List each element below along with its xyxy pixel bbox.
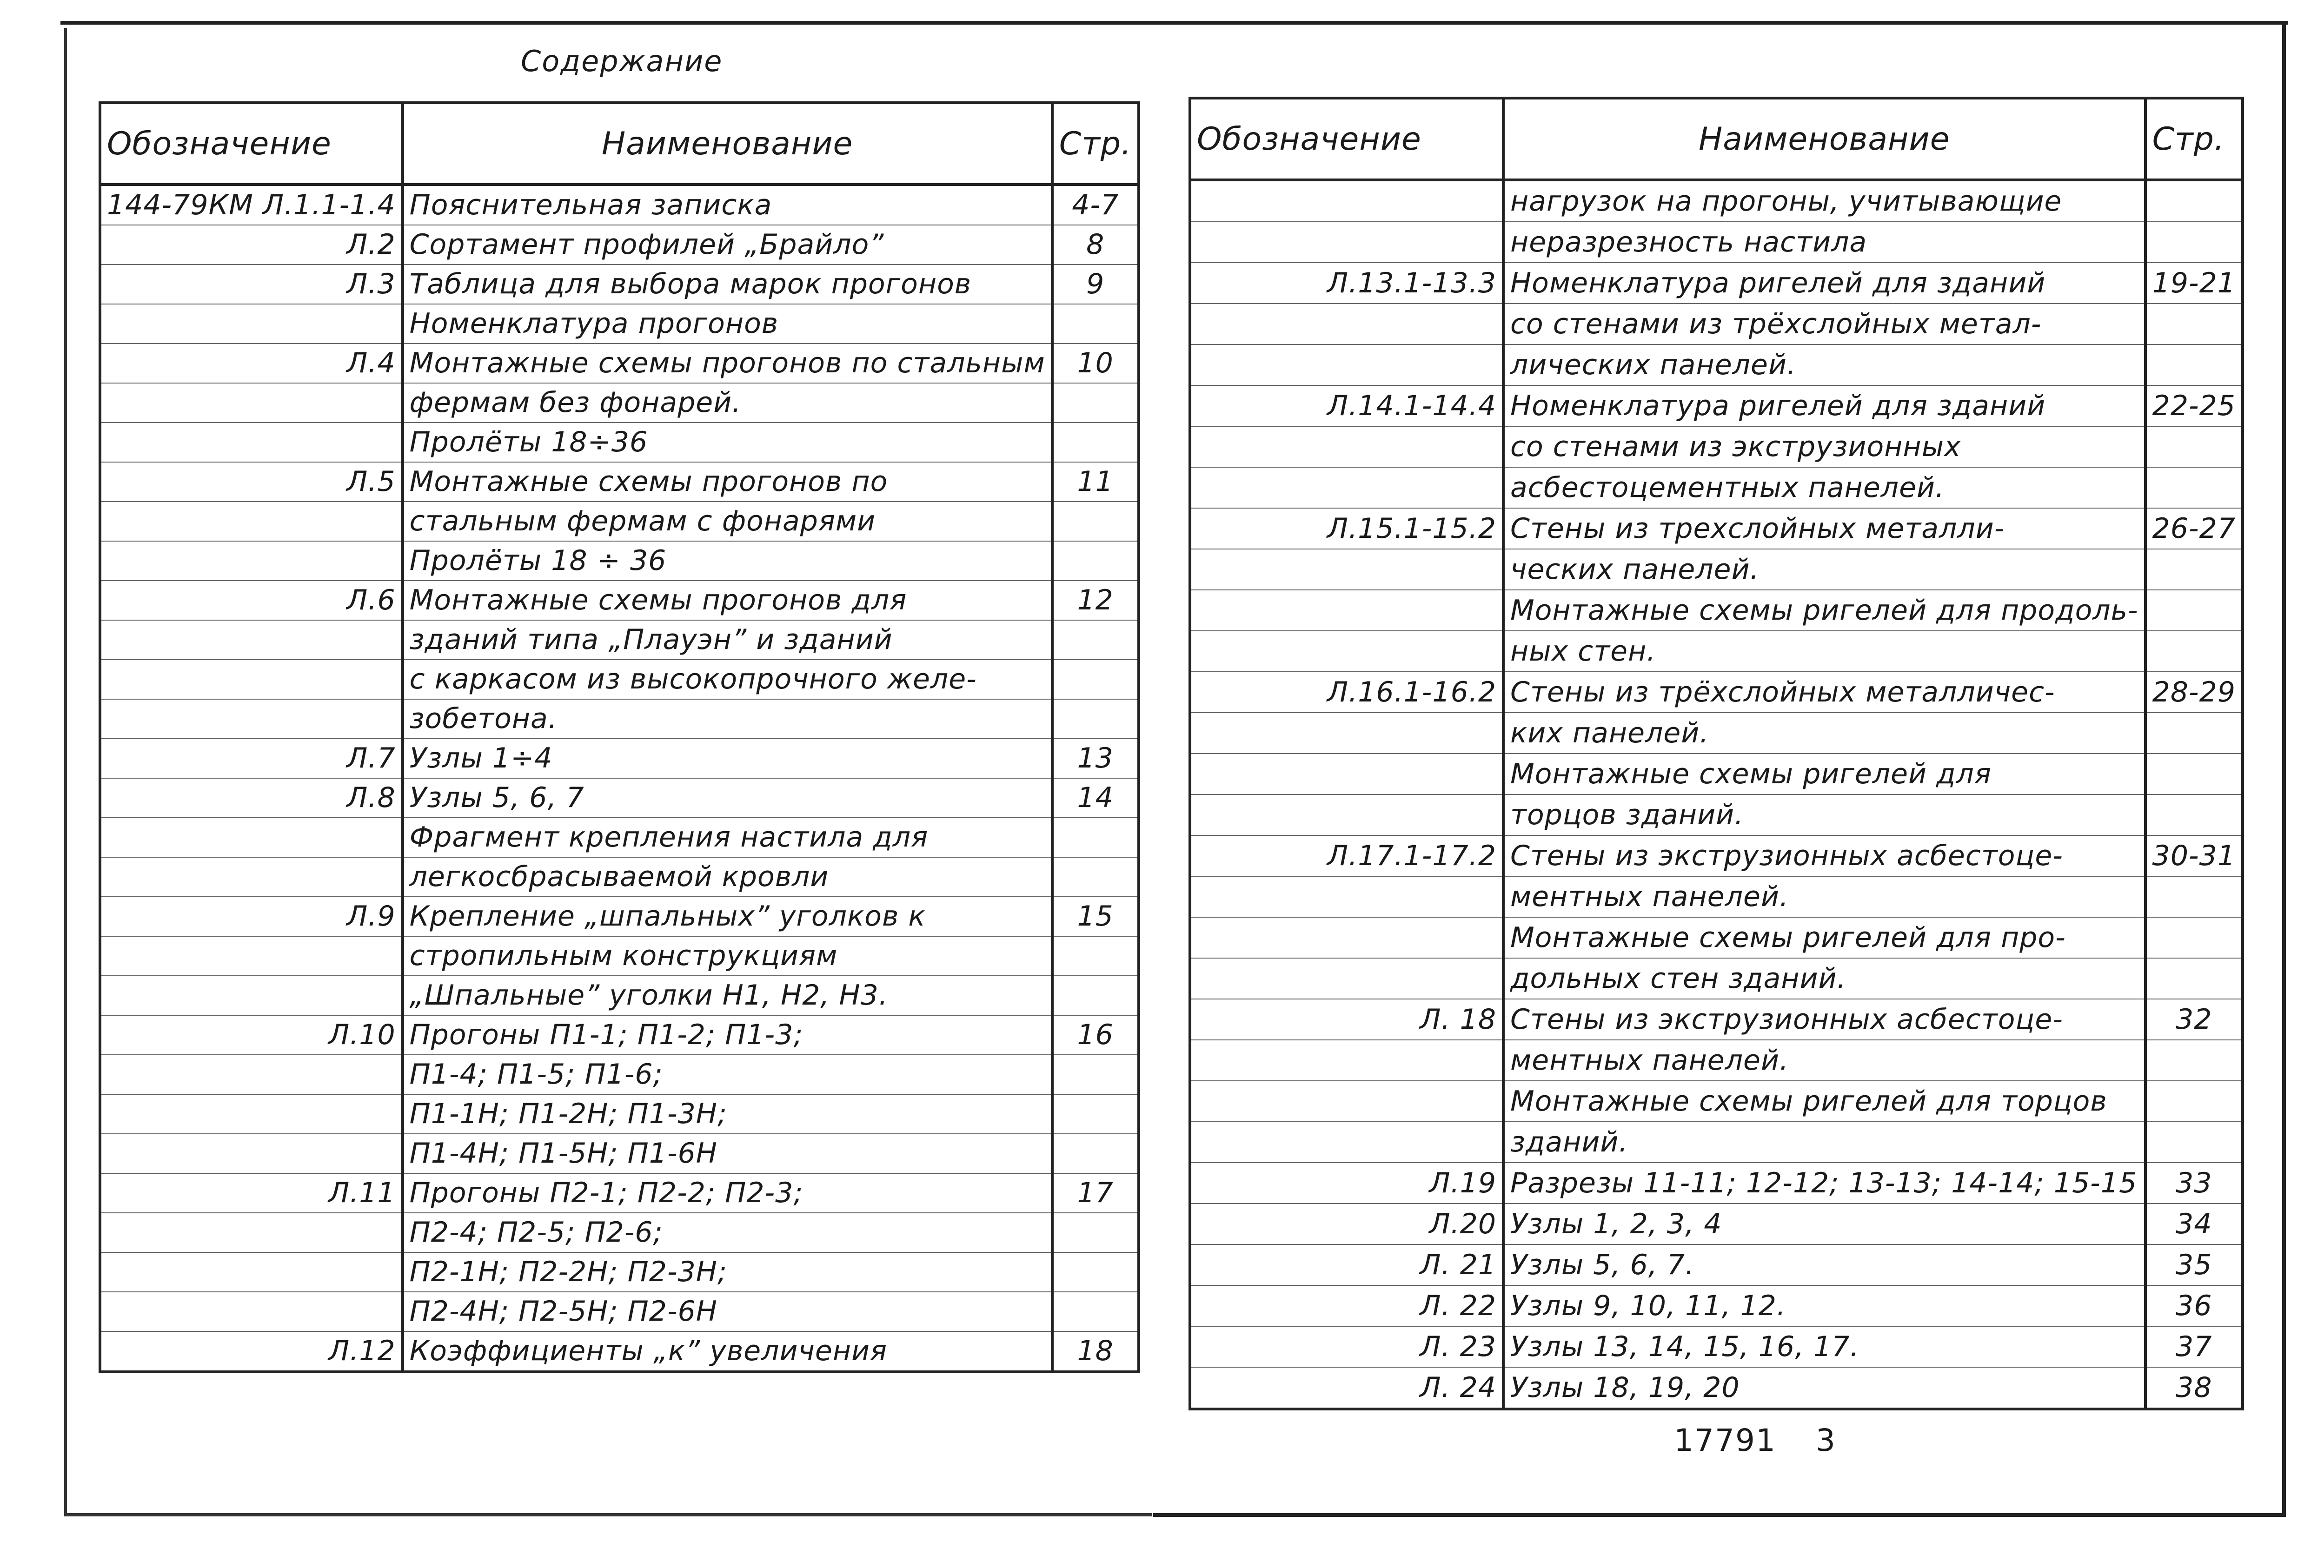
frame-right-border [2282, 21, 2286, 1517]
table-row [1190, 713, 2243, 754]
table-row [100, 502, 1139, 541]
page-cell [1052, 383, 1139, 423]
designation-cell: Л.10 [100, 1015, 403, 1055]
name-cell: Монтажные схемы ригелей для [1503, 754, 2145, 794]
table-row [1190, 672, 2243, 713]
sheet-number: 3 [1816, 1422, 1835, 1458]
designation-cell: Л.13.1-13.3 [1190, 263, 1503, 304]
name-cell: неразрезность настила [1503, 222, 2145, 263]
designation-cell: Л.8 [100, 778, 403, 818]
page-cell [2145, 1040, 2243, 1081]
name-cell: Узлы 1, 2, 3, 4 [1503, 1204, 2145, 1244]
page-cell: 11 [1052, 462, 1139, 502]
designation-cell: 144-79КМ Л.1.1-1.4 [100, 185, 403, 225]
designation-cell: Л. 22 [1190, 1285, 1503, 1326]
page-cell: 13 [1052, 739, 1139, 778]
name-cell: П1-4Н; П1-5Н; П1-6Н [403, 1134, 1052, 1173]
table-row [100, 857, 1139, 897]
designation-cell: Л.16.1-16.2 [1190, 672, 1503, 713]
table-row [1190, 180, 2243, 222]
designation-cell: Л. 23 [1190, 1326, 1503, 1367]
page-cell [2145, 1081, 2243, 1122]
name-cell: легкосбрасываемой кровли [403, 857, 1052, 897]
designation-cell [1190, 754, 1503, 794]
table-row [1190, 876, 2243, 917]
table-row [1190, 1122, 2243, 1163]
name-cell: Стены из трёхслойных металличес- [1503, 672, 2145, 713]
table-row [100, 423, 1139, 462]
contents-table-right [1189, 97, 2244, 1410]
table-row [100, 1015, 1139, 1055]
page-cell [2145, 467, 2243, 508]
page-cell [2145, 958, 2243, 999]
name-cell: П2-4Н; П2-5Н; П2-6Н [403, 1292, 1052, 1331]
designation-cell: Л. 18 [1190, 999, 1503, 1040]
table-row [1190, 263, 2243, 304]
name-cell: „Шпальные” уголки Н1, Н2, Н3. [403, 976, 1052, 1015]
table-row [100, 936, 1139, 976]
page-cell [2145, 713, 2243, 754]
designation-cell [100, 1134, 403, 1173]
page-cell [1052, 1292, 1139, 1331]
table-row [100, 1292, 1139, 1331]
page-cell: 10 [1052, 344, 1139, 383]
name-cell: со стенами из экструзионных [1503, 426, 2145, 467]
page-cell [1052, 1213, 1139, 1252]
designation-cell [1190, 713, 1503, 754]
table-row [1190, 794, 2243, 835]
page-cell [1052, 976, 1139, 1015]
name-cell: Фрагмент крепления настила для [403, 818, 1052, 857]
name-cell: лических панелей. [1503, 344, 2145, 385]
table-row [100, 660, 1139, 699]
designation-cell [1190, 631, 1503, 672]
designation-cell [100, 699, 403, 739]
page-cell: 35 [2145, 1244, 2243, 1285]
designation-cell: Л.9 [100, 897, 403, 936]
page-cell: 30-31 [2145, 835, 2243, 876]
page-cell [1052, 1094, 1139, 1134]
designation-cell [1190, 344, 1503, 385]
name-cell: Монтажные схемы ригелей для торцов [1503, 1081, 2145, 1122]
table-header-row [1190, 98, 2243, 180]
table-row [1190, 344, 2243, 385]
page-cell [1052, 660, 1139, 699]
name-cell: Разрезы 11-11; 12-12; 13-13; 14-14; 15-15 [1503, 1163, 2145, 1204]
table-row [1190, 754, 2243, 794]
name-cell: Коэффициенты „к” увеличения [403, 1331, 1052, 1372]
name-cell: ментных панелей. [1503, 876, 2145, 917]
name-cell: Номенклатура ригелей для зданий [1503, 263, 2145, 304]
name-cell: П2-4; П2-5; П2-6; [403, 1213, 1052, 1252]
designation-cell [1190, 876, 1503, 917]
name-cell: Прогоны П2-1; П2-2; П2-3; [403, 1173, 1052, 1213]
frame-top-border [60, 21, 2288, 25]
name-cell: Пояснительная записка [403, 185, 1052, 225]
page-cell: 15 [1052, 897, 1139, 936]
designation-cell: Л. 21 [1190, 1244, 1503, 1285]
name-cell: П1-1Н; П1-2Н; П1-3Н; [403, 1094, 1052, 1134]
designation-cell [100, 818, 403, 857]
name-cell: Номенклатура прогонов [403, 304, 1052, 344]
document-code: 17791 [1674, 1422, 1776, 1458]
designation-cell [100, 1213, 403, 1252]
table-row [100, 897, 1139, 936]
table-row [100, 462, 1139, 502]
name-cell: Прогоны П1-1; П1-2; П1-3; [403, 1015, 1052, 1055]
name-cell: асбестоцементных панелей. [1503, 467, 2145, 508]
page-cell [2145, 590, 2243, 631]
table-row [100, 581, 1139, 620]
table-row [100, 1331, 1139, 1372]
table-row [100, 1173, 1139, 1213]
page-cell: 19-21 [2145, 263, 2243, 304]
name-cell: со стенами из трёхслойных метал- [1503, 304, 2145, 344]
page-cell: 18 [1052, 1331, 1139, 1372]
table-row [100, 976, 1139, 1015]
designation-cell: Л.5 [100, 462, 403, 502]
page-cell [1052, 818, 1139, 857]
page-header: Стр. [2145, 98, 2243, 180]
designation-cell [1190, 304, 1503, 344]
page-cell: 34 [2145, 1204, 2243, 1244]
designation-cell [100, 620, 403, 660]
page-cell [1052, 502, 1139, 541]
name-cell: фермам без фонарей. [403, 383, 1052, 423]
designation-cell [1190, 180, 1503, 222]
page-cell [2145, 304, 2243, 344]
page-cell [2145, 344, 2243, 385]
table-row [1190, 1326, 2243, 1367]
page-cell: 38 [2145, 1367, 2243, 1409]
table-row [1190, 958, 2243, 999]
name-cell: Стены из экструзионных асбестоце- [1503, 999, 2145, 1040]
table-row [100, 739, 1139, 778]
designation-cell: Л.19 [1190, 1163, 1503, 1204]
designation-cell [1190, 590, 1503, 631]
table-row [100, 699, 1139, 739]
name-cell: Монтажные схемы прогонов по [403, 462, 1052, 502]
page-cell: 14 [1052, 778, 1139, 818]
designation-cell: Л.7 [100, 739, 403, 778]
name-cell: с каркасом из высокопрочного желе- [403, 660, 1052, 699]
designation-header: Обозначение [1190, 98, 1503, 180]
designation-cell: Л.6 [100, 581, 403, 620]
page-cell [1052, 857, 1139, 897]
name-cell: ных стен. [1503, 631, 2145, 672]
table-row [100, 1213, 1139, 1252]
page-cell: 32 [2145, 999, 2243, 1040]
designation-cell [100, 423, 403, 462]
name-cell: Пролёты 18 ÷ 36 [403, 541, 1052, 581]
table-row [1190, 1163, 2243, 1204]
designation-cell: Л. 24 [1190, 1367, 1503, 1409]
frame-bottom-left-border [64, 1513, 1152, 1516]
name-cell: Таблица для выбора марок прогонов [403, 265, 1052, 304]
designation-cell: Л.3 [100, 265, 403, 304]
page-cell [2145, 754, 2243, 794]
table-row [100, 620, 1139, 660]
name-header: Наименование [403, 103, 1052, 185]
page-cell: 4-7 [1052, 185, 1139, 225]
table-row [1190, 999, 2243, 1040]
name-cell: зданий. [1503, 1122, 2145, 1163]
designation-cell [100, 660, 403, 699]
table-row [1190, 590, 2243, 631]
page-cell: 36 [2145, 1285, 2243, 1326]
name-cell: зданий типа „Плауэн” и зданий [403, 620, 1052, 660]
table-row [100, 383, 1139, 423]
page-cell [1052, 304, 1139, 344]
designation-cell: Л.12 [100, 1331, 403, 1372]
name-cell: ких панелей. [1503, 713, 2145, 754]
designation-cell [1190, 1081, 1503, 1122]
name-cell: Монтажные схемы прогонов по стальным [403, 344, 1052, 383]
page-header: Стр. [1052, 103, 1139, 185]
page-cell: 22-25 [2145, 385, 2243, 426]
designation-cell: Л.4 [100, 344, 403, 383]
table-row [1190, 1285, 2243, 1326]
table-row [100, 1055, 1139, 1094]
table-row [1190, 835, 2243, 876]
designation-cell: Л.14.1-14.4 [1190, 385, 1503, 426]
name-cell: Крепление „шпальных” уголков к [403, 897, 1052, 936]
name-cell: Узлы 5, 6, 7 [403, 778, 1052, 818]
frame-left-border [64, 28, 67, 1515]
designation-cell [100, 857, 403, 897]
name-cell: ческих панелей. [1503, 549, 2145, 590]
page-cell [1052, 620, 1139, 660]
page-cell [2145, 549, 2243, 590]
table-row [1190, 1367, 2243, 1409]
designation-cell: Л.17.1-17.2 [1190, 835, 1503, 876]
designation-cell [100, 541, 403, 581]
table-row [1190, 304, 2243, 344]
table-row [100, 1094, 1139, 1134]
table-row [1190, 1081, 2243, 1122]
name-cell: Сортамент профилей „Брайло” [403, 225, 1052, 265]
table-row [100, 225, 1139, 265]
page-cell [2145, 917, 2243, 958]
table-row [100, 1134, 1139, 1173]
designation-cell [100, 1055, 403, 1094]
name-cell: П2-1Н; П2-2Н; П2-3Н; [403, 1252, 1052, 1292]
designation-cell [100, 383, 403, 423]
table-row [100, 304, 1139, 344]
table-row [100, 818, 1139, 857]
page-cell [1052, 423, 1139, 462]
page-cell: 26-27 [2145, 508, 2243, 549]
document-title: Содержание [521, 44, 723, 78]
page-cell: 17 [1052, 1173, 1139, 1213]
table-row [100, 778, 1139, 818]
designation-cell [1190, 958, 1503, 999]
page-cell [2145, 794, 2243, 835]
table-row [1190, 549, 2243, 590]
designation-cell [100, 1094, 403, 1134]
name-cell: Монтажные схемы прогонов для [403, 581, 1052, 620]
contents-table-left [99, 101, 1140, 1373]
name-cell: Пролёты 18÷36 [403, 423, 1052, 462]
name-cell: Узлы 9, 10, 11, 12. [1503, 1285, 2145, 1326]
name-cell: Узлы 18, 19, 20 [1503, 1367, 2145, 1409]
page-cell [2145, 876, 2243, 917]
name-cell: Номенклатура ригелей для зданий [1503, 385, 2145, 426]
page-cell [1052, 541, 1139, 581]
frame-bottom-border [1153, 1513, 2286, 1517]
table-row [1190, 508, 2243, 549]
name-cell: стальным фермам с фонарями [403, 502, 1052, 541]
name-cell: зобетона. [403, 699, 1052, 739]
name-cell: Стены из трехслойных металли- [1503, 508, 2145, 549]
page-cell [2145, 426, 2243, 467]
name-cell: ментных панелей. [1503, 1040, 2145, 1081]
table-row [1190, 631, 2243, 672]
name-cell: торцов зданий. [1503, 794, 2145, 835]
table-row [100, 541, 1139, 581]
table-row [1190, 1204, 2243, 1244]
designation-cell: Л.11 [100, 1173, 403, 1213]
designation-cell: Л.15.1-15.2 [1190, 508, 1503, 549]
name-cell: Монтажные схемы ригелей для продоль- [1503, 590, 2145, 631]
name-cell: П1-4; П1-5; П1-6; [403, 1055, 1052, 1094]
designation-cell [100, 936, 403, 976]
designation-cell [1190, 1040, 1503, 1081]
designation-cell [100, 502, 403, 541]
page-cell [2145, 222, 2243, 263]
name-cell: Узлы 13, 14, 15, 16, 17. [1503, 1326, 2145, 1367]
table-row [1190, 467, 2243, 508]
name-cell: Узлы 1÷4 [403, 739, 1052, 778]
table-row [1190, 385, 2243, 426]
page-cell [2145, 631, 2243, 672]
table-row [100, 1252, 1139, 1292]
page-cell: 16 [1052, 1015, 1139, 1055]
designation-cell [100, 1252, 403, 1292]
table-row [100, 265, 1139, 304]
page-cell [1052, 699, 1139, 739]
table-row [1190, 917, 2243, 958]
designation-cell [1190, 794, 1503, 835]
designation-cell [1190, 549, 1503, 590]
name-cell: Монтажные схемы ригелей для про- [1503, 917, 2145, 958]
name-cell: стропильным конструкциям [403, 936, 1052, 976]
table-row [1190, 222, 2243, 263]
designation-cell [1190, 917, 1503, 958]
name-header: Наименование [1503, 98, 2145, 180]
page-cell: 37 [2145, 1326, 2243, 1367]
page-cell: 33 [2145, 1163, 2243, 1204]
page-cell [1052, 1252, 1139, 1292]
designation-cell [100, 304, 403, 344]
designation-cell [100, 976, 403, 1015]
page-cell: 12 [1052, 581, 1139, 620]
name-cell: дольных стен зданий. [1503, 958, 2145, 999]
page-cell: 8 [1052, 225, 1139, 265]
page-cell: 28-29 [2145, 672, 2243, 713]
name-cell: Узлы 5, 6, 7. [1503, 1244, 2145, 1285]
page-cell: 9 [1052, 265, 1139, 304]
page-cell [1052, 1134, 1139, 1173]
designation-cell [1190, 222, 1503, 263]
designation-cell [1190, 467, 1503, 508]
designation-cell [1190, 426, 1503, 467]
designation-cell: Л.2 [100, 225, 403, 265]
designation-cell [1190, 1122, 1503, 1163]
table-row [1190, 1040, 2243, 1081]
page-cell [1052, 936, 1139, 976]
page-cell [1052, 1055, 1139, 1094]
name-cell: Стены из экструзионных асбестоце- [1503, 835, 2145, 876]
table-header-row [100, 103, 1139, 185]
designation-cell: Л.20 [1190, 1204, 1503, 1244]
table-row [100, 185, 1139, 225]
table-row [1190, 426, 2243, 467]
table-row [100, 344, 1139, 383]
table-row [1190, 1244, 2243, 1285]
page-cell [2145, 180, 2243, 222]
designation-cell [100, 1292, 403, 1331]
designation-header: Обозначение [100, 103, 403, 185]
page-cell [2145, 1122, 2243, 1163]
name-cell: нагрузок на прогоны, учитывающие [1503, 180, 2145, 222]
